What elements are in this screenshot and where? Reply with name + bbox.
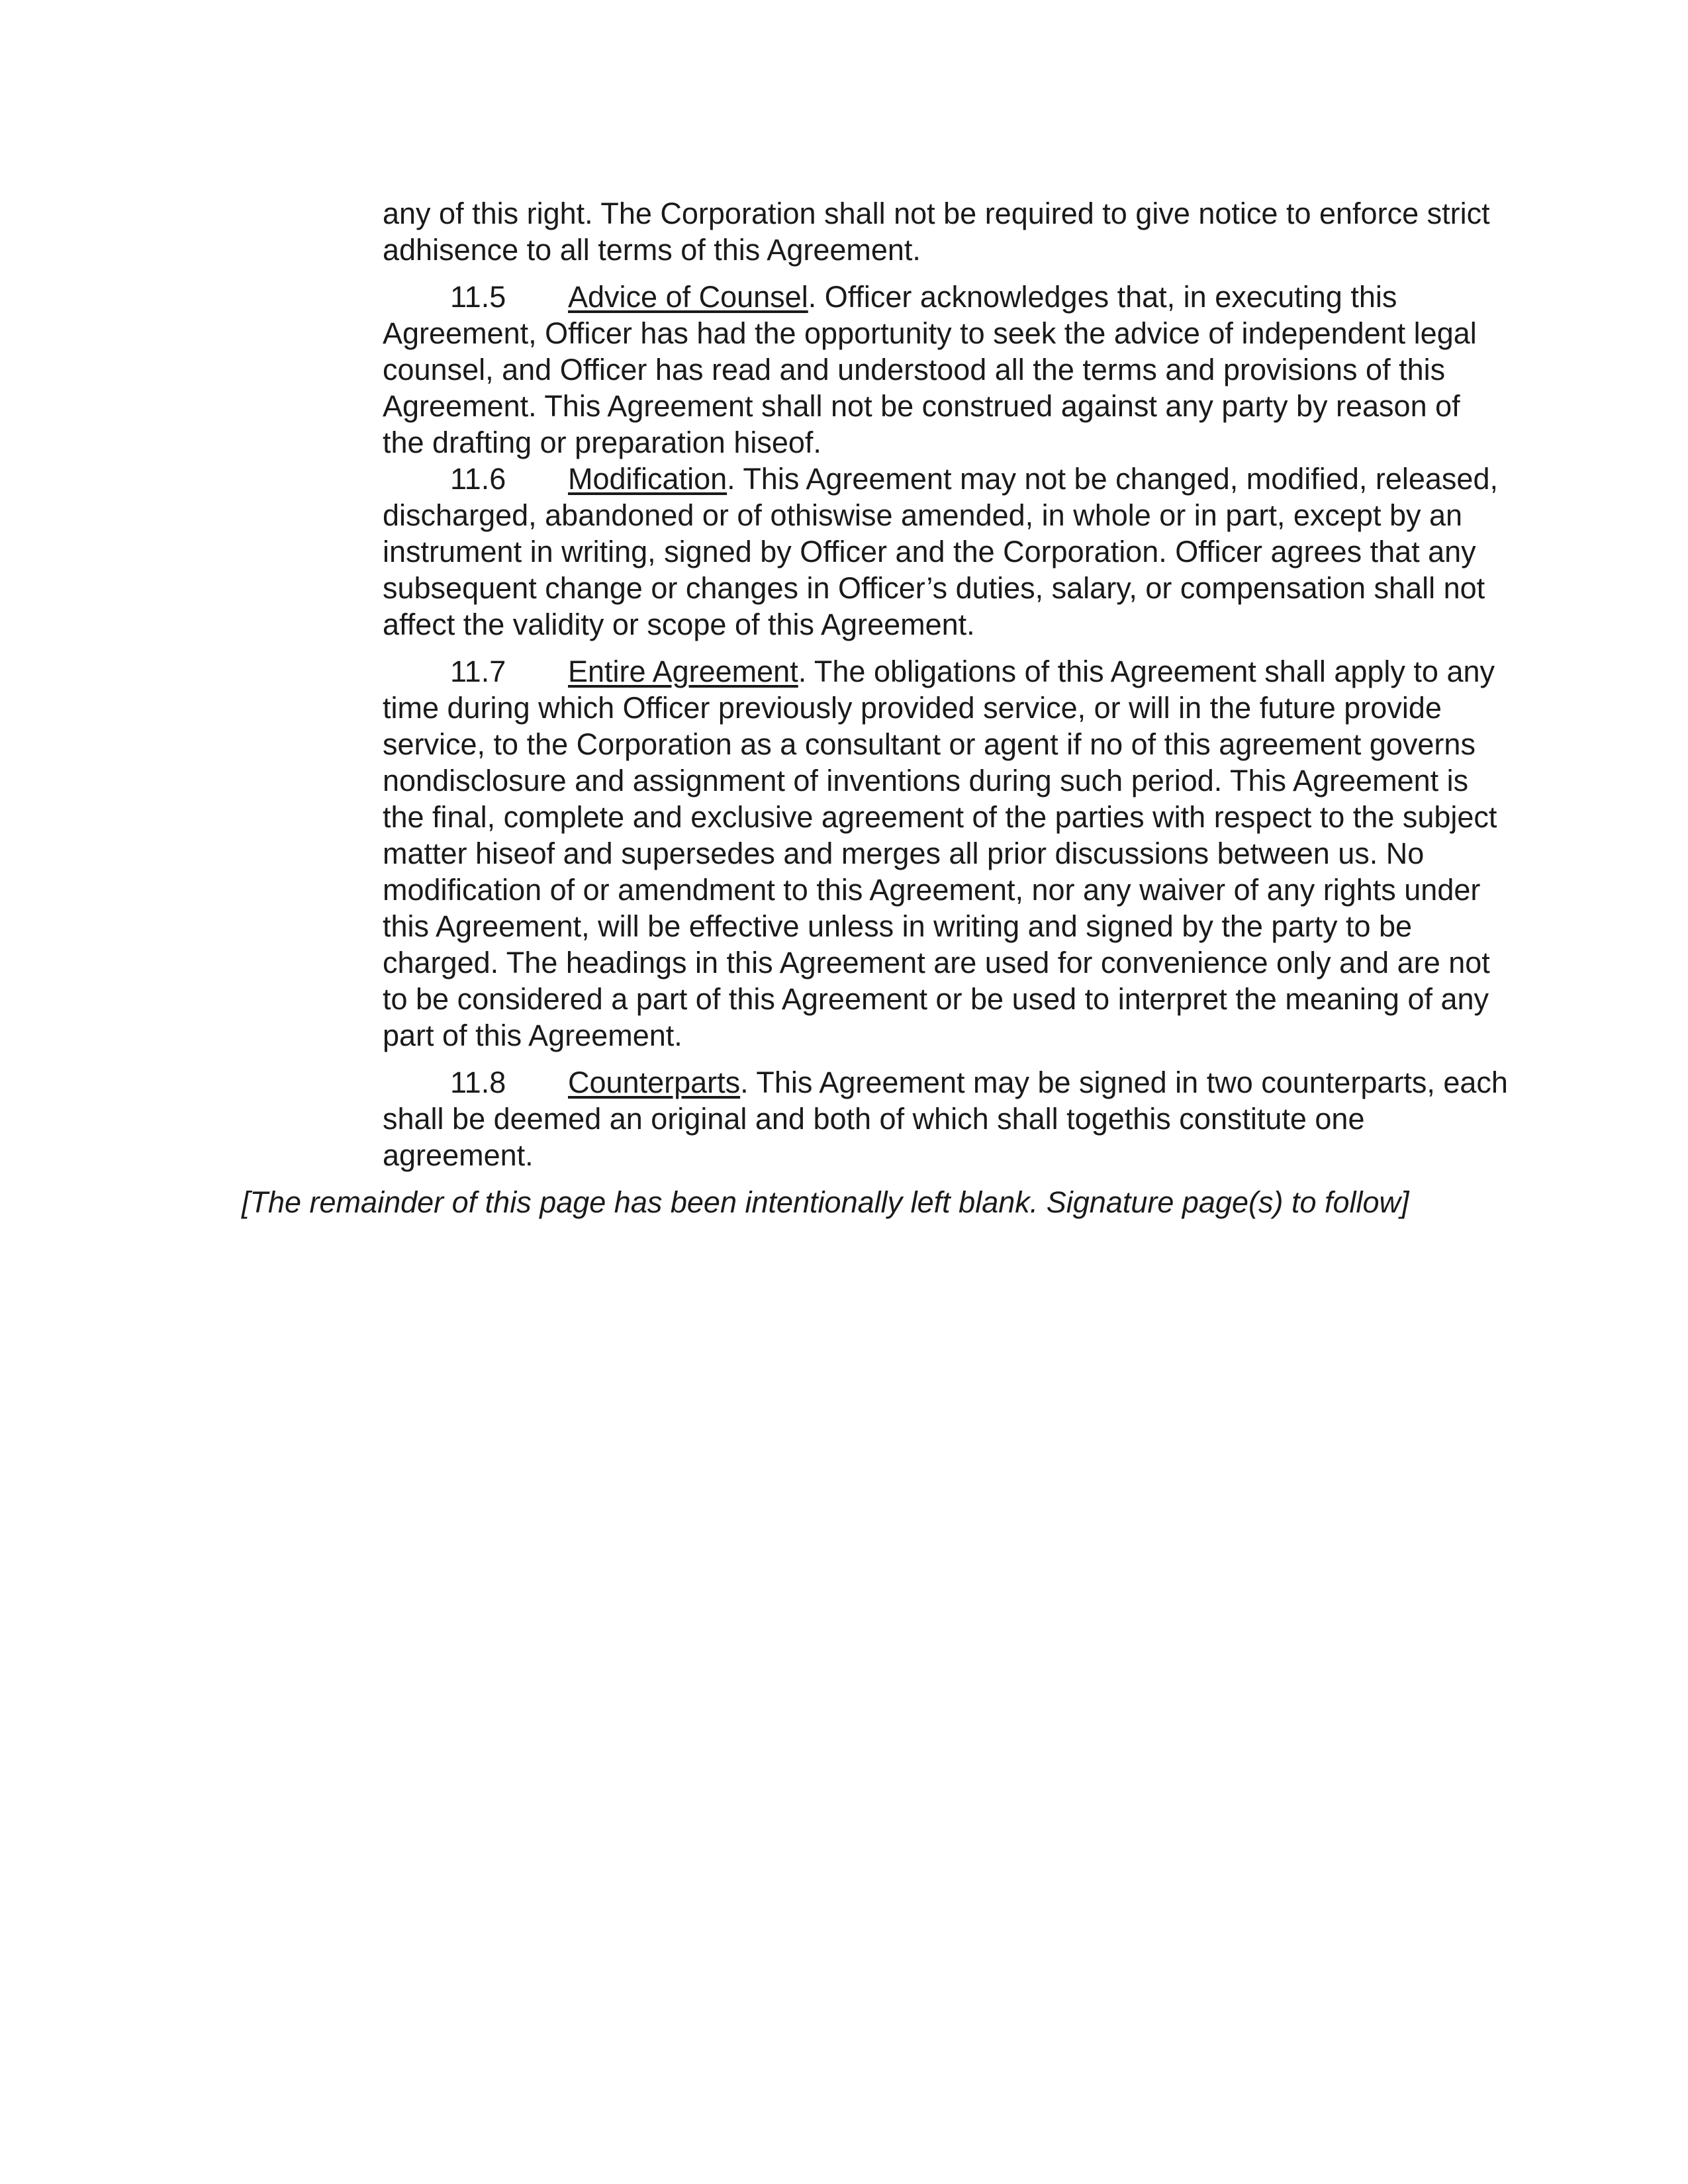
paragraph-gap [383, 643, 1508, 653]
section-text: . This Agreement may not be changed, modified, released, discharged, abandoned or of othiswise amended, in whole or in part, except by an instrument in writing, signed by Officer and the Corporation. Officer agrees that any subsequent change or changes in Officer’s duties, salary, or compensation shall not affect the validity or scope of this Agreement. [383, 462, 1498, 641]
section-number: 11.6 [450, 462, 506, 496]
section-11-5 [383, 279, 1508, 461]
section-11-7 [383, 653, 1508, 1054]
section-heading: Counterparts [568, 1066, 741, 1099]
agreement-body [383, 195, 1508, 1173]
section-11-8 [383, 1064, 1508, 1173]
section-11-6 [383, 461, 1508, 643]
continuation-paragraph: any of this right. The Corporation shall not be required to give notice to enforce strict adhisence to all terms of this Agreement. [383, 197, 1490, 267]
section-heading: Advice of Counsel [568, 280, 808, 314]
section-heading: Modification [568, 462, 727, 496]
section-text: . This Agreement may be signed in two counterparts, each shall be deemed an original and both of which shall togethis constitute one agreement. [383, 1066, 1508, 1172]
paragraph-gap [383, 1054, 1508, 1064]
section-number: 11.8 [450, 1066, 506, 1099]
section-heading: Entire Agreement [568, 655, 798, 688]
section-number: 11.7 [450, 655, 506, 688]
paragraph-gap [383, 268, 1508, 279]
section-text: . Officer acknowledges that, in executing this Agreement, Officer has had the opportunity to seek the advice of independent legal counsel, and Officer has read and understood all the terms and provisions of this Agreement. This Agreement shall not be construed against any party by reason of the drafting or preparation hiseof. [383, 280, 1477, 459]
section-number: 11.5 [450, 280, 506, 314]
section-text: . The obligations of this Agreement shall apply to any time during which Officer previously provided service, or will in the future provide service, to the Corporation as a consultant or agent if no of this agreement governs nondisclosure and assignment of inventions during such period. This Agreement is the final, complete and exclusive agreement of the parties with respect to the subject matter hiseof and supersedes and merges all prior discussions between us. No modification of or amendment to this Agreement, nor any waiver of any rights under this Agreement, will be effective unless in writing and signed by the party to be charged. The headings in this Agreement are used for convenience only and are not to be considered a part of this Agreement or be used to interpret the meaning of any part of this Agreement. [383, 655, 1497, 1052]
remainder-note: [The remainder of this page has been intentionally left blank. Signature page(s) to follow] [242, 1185, 1409, 1219]
